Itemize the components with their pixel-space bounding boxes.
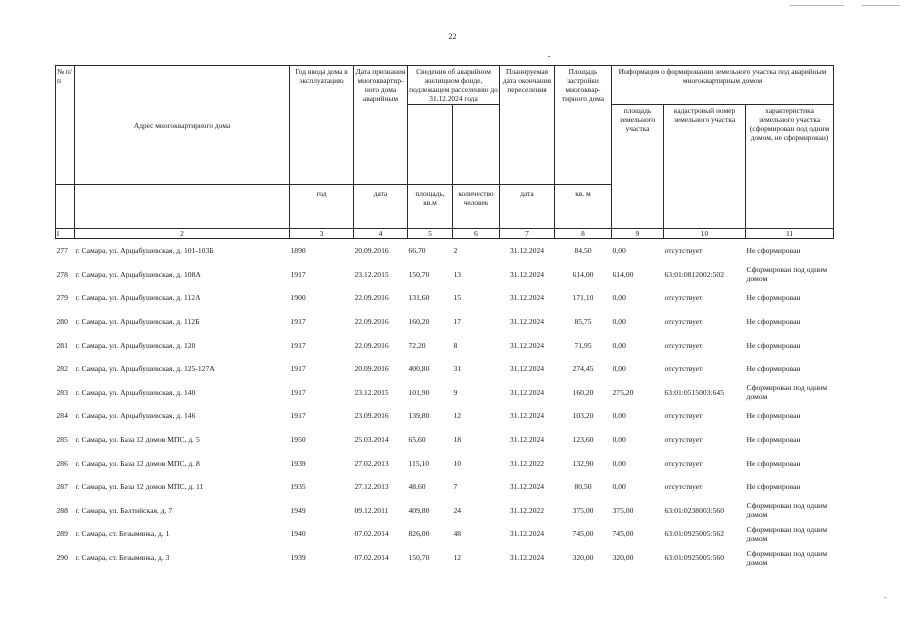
row-build-area: 745,00 [572, 529, 594, 539]
row-year: 1950 [290, 435, 306, 445]
row-area: 150,70 [408, 269, 430, 279]
row-status: Не сформирован [746, 317, 801, 327]
row-date: 23.12.2015 [354, 269, 389, 279]
column-number-11: 11 [746, 229, 834, 239]
row-build-area: 84,50 [574, 246, 592, 256]
table-row [56, 546, 834, 570]
row-address: г. Самара, ул. Арцыбушевская, д. 101-103Б [75, 246, 214, 256]
row-status: Сформирован под одним домом [746, 265, 828, 284]
row-land-area: 275,20 [612, 387, 634, 397]
row-build-area: 123,60 [572, 435, 594, 445]
header-address: Адрес многоквартирного дома [75, 66, 290, 185]
header-date-recognition: Дата признания многоквартир-ного дома аварийным [354, 66, 408, 185]
row-status: Сформирован под одним домом [746, 524, 828, 543]
row-people: 12 [453, 553, 462, 563]
row-people: 13 [453, 269, 462, 279]
table-row [56, 522, 834, 546]
row-planned: 31.12.2022 [509, 458, 545, 468]
row-people: 31 [453, 364, 462, 374]
row-area: 72,20 [408, 340, 426, 350]
row-people: 48 [453, 529, 462, 539]
row-date: 23.09.2016 [354, 411, 389, 421]
units-area: площадь, кв.м [408, 185, 453, 229]
header-land-area: площадь земельного участка [612, 105, 664, 229]
row-land-area: 375,00 [612, 505, 634, 515]
row-num: 286 [56, 458, 68, 468]
row-cadastral: отсутствует [664, 293, 703, 303]
row-date: 09.12.2011 [354, 505, 389, 515]
header-planned-date: Планируемая дата окончания переселения [500, 66, 555, 185]
row-area: 101,90 [408, 387, 430, 397]
row-people: 7 [453, 482, 458, 492]
row-land-area: 320,00 [612, 553, 634, 563]
row-cadastral: отсутствует [664, 458, 703, 468]
row-build-area: 375,00 [572, 505, 594, 515]
row-cadastral: 63:01:0238003:560 [664, 505, 724, 515]
row-planned: 31.12.2022 [509, 505, 545, 515]
header-emergency-fund: Сведения об аварийном жилищном фонде, подлежащем расселению до 31.12.2024 года [409, 67, 498, 103]
row-planned: 31.12.2024 [509, 269, 545, 279]
row-num: 285 [56, 435, 68, 445]
row-status: Не сформирован [746, 246, 801, 256]
units-build-area: кв. м [555, 185, 612, 229]
row-cadastral: 63:01:0812002:502 [664, 269, 724, 279]
row-cadastral: отсутствует [664, 317, 703, 327]
row-land-area: 614,00 [612, 269, 634, 279]
row-planned: 31.12.2024 [509, 411, 545, 421]
row-planned: 31.12.2024 [509, 553, 545, 563]
row-area: 66,70 [408, 246, 426, 256]
row-area: 826,00 [408, 529, 430, 539]
units-address [75, 185, 290, 229]
row-date: 25.03.2014 [354, 435, 389, 445]
row-date: 20.09.2016 [354, 246, 389, 256]
row-land-area: 0,00 [612, 435, 626, 445]
column-number-4: 4 [354, 229, 408, 239]
row-land-area: 0,00 [612, 458, 626, 468]
row-date: 22.09.2016 [354, 293, 389, 303]
row-cadastral: отсутствует [664, 246, 703, 256]
row-address: г. Самара, ст. Безымянка, д. 1 [75, 529, 170, 539]
row-address: г. Самара, ул. База 12 домов МПС, д. 11 [75, 482, 204, 492]
row-people: 10 [453, 458, 462, 468]
row-status: Сформирован под одним домом [746, 548, 828, 567]
row-cadastral: 63:01:0515003:645 [664, 387, 724, 397]
row-num: 281 [56, 340, 68, 350]
column-number-8: 8 [555, 229, 612, 239]
row-status: Не сформирован [746, 340, 801, 350]
row-cadastral: отсутствует [664, 435, 703, 445]
row-year: 1940 [290, 529, 306, 539]
row-people: 9 [453, 387, 458, 397]
row-build-area: 171,10 [572, 293, 594, 303]
row-status: Не сформирован [746, 435, 801, 445]
top-right-rule-2 [862, 5, 900, 6]
row-area: 400,80 [408, 364, 430, 374]
table-row [56, 263, 834, 287]
table-row [56, 428, 834, 452]
row-address: г. Самара, ул. Арцыбушевская, д. 125-127А [75, 364, 215, 374]
row-people: 8 [453, 340, 458, 350]
column-number-2: 2 [75, 229, 290, 239]
table-row [56, 404, 834, 428]
row-status: Не сформирован [746, 411, 801, 421]
row-year: 1939 [290, 553, 306, 563]
row-status: Сформирован под одним домом [746, 383, 828, 402]
row-address: г. Самара, ул. Арцыбушевская, д. 112Б [75, 317, 200, 327]
header-num: № п/п [56, 66, 75, 185]
row-year: 1935 [290, 482, 306, 492]
row-year: 1890 [290, 246, 306, 256]
row-address: г. Самара, ул. Арцыбушевская, д. 108А [75, 269, 201, 279]
row-planned: 31.12.2024 [509, 340, 545, 350]
row-planned: 31.12.2024 [509, 529, 545, 539]
row-build-area: 320,00 [572, 553, 594, 563]
table-row [56, 499, 834, 523]
row-date: 20.09.2016 [354, 364, 389, 374]
units-num [56, 185, 75, 229]
row-year: 1917 [290, 340, 306, 350]
row-status: Не сформирован [746, 364, 801, 374]
row-year: 1917 [290, 317, 306, 327]
row-date: 22.09.2016 [354, 340, 389, 350]
row-build-area: 274,45 [572, 364, 594, 374]
row-year: 1917 [290, 411, 306, 421]
table-row [56, 381, 834, 405]
row-cadastral: 63:01:0925005:560 [664, 553, 724, 563]
row-date: 22.09.2016 [354, 317, 389, 327]
row-address: г. Самара, ул. База 12 домов МПС, д. 8 [75, 458, 200, 468]
row-year: 1949 [290, 505, 306, 515]
table-row [56, 475, 834, 499]
column-number-5: 5 [408, 229, 453, 239]
row-people: 15 [453, 293, 462, 303]
row-build-area: 71,95 [574, 340, 592, 350]
row-num: 288 [56, 505, 68, 515]
row-area: 115,10 [408, 458, 430, 468]
header-land-info: Информация о формировании земельного участка под аварийным многоквартирным домом [612, 66, 834, 105]
top-right-rule [790, 5, 844, 6]
row-build-area: 103,20 [572, 411, 594, 421]
row-planned: 31.12.2024 [509, 364, 545, 374]
row-planned: 31.12.2024 [509, 482, 545, 492]
column-number-6: 6 [453, 229, 500, 239]
row-num: 277 [56, 246, 68, 256]
row-people: 24 [453, 505, 462, 515]
header-area-sub [408, 105, 453, 185]
header-build-area: Площадь застройки многоквар-тирного дома [555, 66, 612, 185]
row-year: 1939 [290, 458, 306, 468]
row-people: 18 [453, 435, 462, 445]
row-area: 48,60 [408, 482, 426, 492]
row-date: 23.12.2015 [354, 387, 389, 397]
row-num: 278 [56, 269, 68, 279]
row-area: 131,60 [408, 293, 430, 303]
row-address: г. Самара, ул. Арцыбушевская, д. 120 [75, 340, 196, 350]
row-land-area: 0,00 [612, 293, 626, 303]
row-land-area: 745,00 [612, 529, 634, 539]
row-land-area: 0,00 [612, 411, 626, 421]
row-num: 290 [56, 553, 68, 563]
row-num: 287 [56, 482, 68, 492]
column-number-10: 10 [664, 229, 746, 239]
row-address: г. Самара, ул. Балтийская, д. 7 [75, 505, 173, 515]
header-characteristic: характеристика земельного участка (сформирован под одним домом, не сформирован) [746, 105, 834, 229]
row-area: 409,80 [408, 505, 430, 515]
row-num: 279 [56, 293, 68, 303]
row-status: Сформирован под одним домом [746, 501, 828, 520]
row-land-area: 0,00 [612, 340, 626, 350]
units-date: дата [354, 185, 408, 229]
emergency-housing-table [55, 65, 834, 569]
row-build-area: 132,90 [572, 458, 594, 468]
row-year: 1900 [290, 293, 306, 303]
row-area: 160,20 [408, 317, 430, 327]
table-row [56, 333, 834, 357]
header-people-sub [453, 105, 500, 185]
row-num: 283 [56, 387, 68, 397]
row-status: Не сформирован [746, 482, 801, 492]
row-people: 17 [453, 317, 462, 327]
units-year: год [290, 185, 354, 229]
scan-mark: - [884, 593, 887, 602]
row-planned: 31.12.2024 [509, 387, 545, 397]
table-row [56, 357, 834, 381]
table-row [56, 239, 834, 263]
row-planned: 31.12.2024 [509, 435, 545, 445]
row-land-area: 0,00 [612, 364, 626, 374]
row-num: 284 [56, 411, 68, 421]
table-row [56, 310, 834, 334]
row-land-area: 0,00 [612, 482, 626, 492]
units-planned: дата [500, 185, 555, 229]
column-number-9: 9 [612, 229, 664, 239]
page-number: 22 [448, 32, 457, 41]
row-address: г. Самара, ул. База 12 домов МПС, д. 5 [75, 435, 200, 445]
row-cadastral: отсутствует [664, 340, 703, 350]
row-cadastral: 63:01:0925005:562 [664, 529, 724, 539]
row-year: 1917 [290, 387, 306, 397]
table-row [56, 286, 834, 310]
row-date: 27.12.2013 [354, 482, 389, 492]
row-address: г. Самара, ул. Арцыбушевская, д. 112А [75, 293, 201, 303]
row-status: Не сформирован [746, 458, 801, 468]
row-address: г. Самара, ст. Безымянка, д. 3 [75, 553, 170, 563]
row-cadastral: отсутствует [664, 364, 703, 374]
row-area: 150,70 [408, 553, 430, 563]
row-status: Не сформирован [746, 293, 801, 303]
row-build-area: 614,00 [572, 269, 594, 279]
row-land-area: 0,00 [612, 317, 626, 327]
units-people: количество человек [453, 185, 500, 229]
row-planned: 31.12.2024 [509, 246, 545, 256]
row-planned: 31.12.2024 [509, 293, 545, 303]
row-people: 12 [453, 411, 462, 421]
row-address: г. Самара, ул. Арцыбушевская, д. 146 [75, 411, 196, 421]
row-build-area: 160,20 [572, 387, 594, 397]
table-row [56, 451, 834, 475]
row-cadastral: отсутствует [664, 411, 703, 421]
row-area: 65,60 [408, 435, 426, 445]
row-build-area: 80,50 [574, 482, 592, 492]
row-year: 1917 [290, 364, 306, 374]
row-date: 07.02.2014 [354, 529, 389, 539]
row-cadastral: отсутствует [664, 482, 703, 492]
row-area: 139,80 [408, 411, 430, 421]
scan-speck [548, 56, 550, 57]
row-num: 282 [56, 364, 68, 374]
row-year: 1917 [290, 269, 306, 279]
header-year: Год ввода дома в эксплуатацию [290, 66, 354, 185]
column-number-7: 7 [500, 229, 555, 239]
column-number-3: 3 [290, 229, 354, 239]
row-planned: 31.12.2024 [509, 317, 545, 327]
row-num: 280 [56, 317, 68, 327]
row-date: 07.02.2014 [354, 553, 389, 563]
row-build-area: 85,75 [574, 317, 592, 327]
header-cadastral: кадастровый номер земельного участка [664, 105, 746, 229]
row-address: г. Самара, ул. Арцыбушевская, д. 140 [75, 387, 196, 397]
row-land-area: 0,00 [612, 246, 626, 256]
row-num: 289 [56, 529, 68, 539]
column-number-1: 1 [56, 229, 75, 239]
row-people: 2 [453, 246, 458, 256]
row-date: 27.02.2013 [354, 458, 389, 468]
